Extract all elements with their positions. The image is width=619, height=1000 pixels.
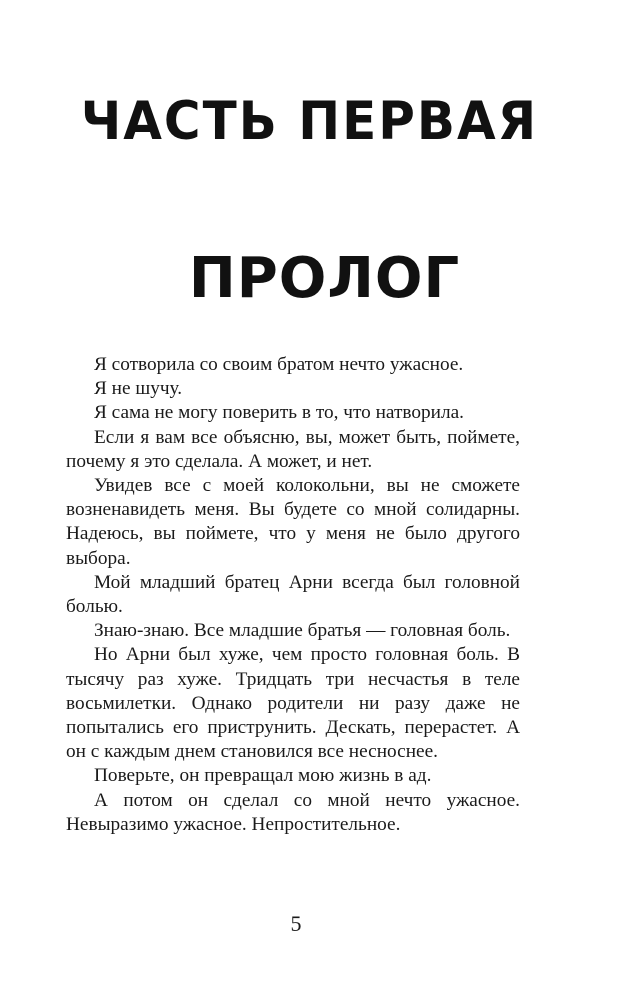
page-number: 5 — [290, 911, 302, 936]
paragraph: Я сама не могу поверить в то, что натворила. — [94, 402, 464, 424]
paragraph: Поверьте, он превращал мою жизнь в ад. — [94, 765, 432, 787]
paragraph: Но Арни был хуже, чем просто головная боль. В тысячу раз хуже. Тридцать три несчастья в теле восьмилетки. Однако родители ни разу даже не попытались его приструнить. Дескать, перерастет. А он с каждым днем становился все несноснее. — [66, 644, 520, 763]
paragraph: Знаю-знаю. Все младшие братья — головная боль. — [94, 620, 511, 642]
paragraph: А потом он сделал со мной нечто ужасное. Невыразимо ужасное. Непростительное. — [66, 789, 520, 835]
paragraph: Если я вам все объясню, вы, может быть, поймете, почему я это сделала. А может, и нет. — [66, 426, 520, 472]
body-text — [66, 353, 520, 837]
part-title: ЧАСТЬ ПЕРВАЯ — [80, 90, 539, 152]
paragraph: Я сотворила со своим братом нечто ужасное. — [94, 354, 464, 375]
paragraph: Мой младший братец Арни всегда был головной болью. — [66, 571, 520, 618]
chapter-title: ПРОЛОГ — [188, 246, 461, 311]
paragraph: Увидев все с моей колокольни, вы не сможете возненавидеть меня. Вы будете со мной солидарны. Надеюсь, вы поймете, что у меня не было другого выбора. — [66, 475, 520, 569]
paragraph: Я не шучу. — [94, 378, 183, 400]
